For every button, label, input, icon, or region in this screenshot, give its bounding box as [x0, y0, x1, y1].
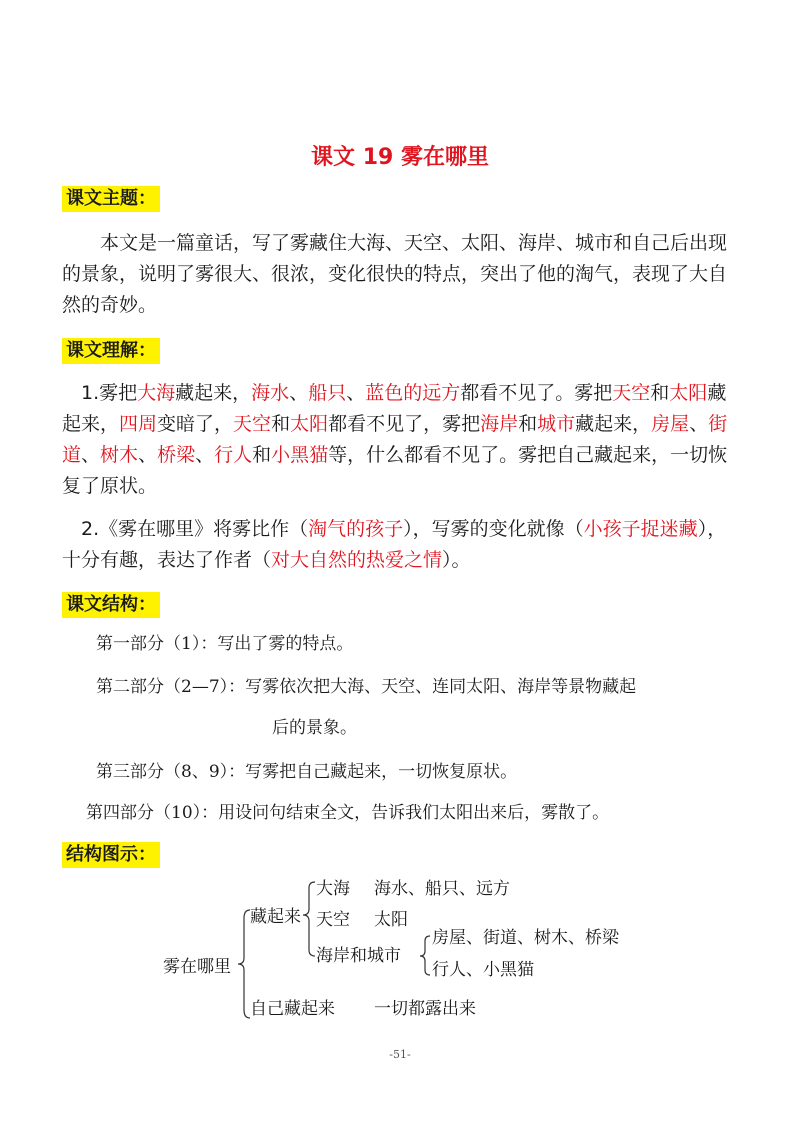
diagram-branch-hide: 藏起来: [250, 907, 301, 927]
root-bracket: [238, 910, 250, 1018]
section-heading-diagram: 结构图示：: [62, 842, 160, 868]
structure-part-4: 第四部分（10）：用设问句结束全文，告诉我们太阳出来后，雾散了。: [86, 803, 610, 823]
understanding-paragraph-2: 2.《雾在哪里》将雾比作（淘气的孩子），写雾的变化就像（小孩子捉迷藏），十分有趣，表达了作者（对大自然的热爱之情）。: [62, 518, 727, 571]
diagram-item-sea-detail: 海水、船只、远方: [374, 879, 510, 899]
page-number: -51-: [389, 1048, 411, 1061]
diagram-item-sky: 天空: [316, 910, 350, 930]
diagram-root: 雾在哪里: [163, 957, 231, 977]
page-title: 课文 19 雾在哪里: [311, 145, 489, 170]
understanding-paragraph-1: 1.雾把大海藏起来，海水、船只、蓝色的远方都看不见了。雾把天空和太阳藏起来，四周变暗了，天空和太阳都看不见了，雾把海岸和城市藏起来，房屋、街道、树木、桥梁、行人和小黑猫等，什么都看不见了。雾把自己藏起来，一切恢复了原状。: [62, 382, 728, 497]
diagram-sub-houses: 房屋、街道、树木、桥梁: [432, 928, 619, 948]
structure-part-1: 第一部分（1）：写出了雾的特点。: [96, 634, 354, 654]
section-heading-understanding: 课文理解：: [62, 338, 160, 364]
structure-part-2: 第二部分（2—7）：写雾依次把大海、天空、连同太阳、海岸等景物藏起: [96, 677, 637, 697]
sub-bracket: [420, 936, 430, 975]
branch1-bracket: [303, 882, 315, 956]
diagram-item-sky-detail: 太阳: [374, 910, 408, 930]
structure-part-2-cont: 后的景象。: [272, 718, 357, 738]
structure-part-3: 第三部分（8、9）：写雾把自己藏起来，一切恢复原状。: [96, 762, 518, 782]
diagram-item-sea: 大海: [316, 879, 350, 899]
diagram-item-coast-city: 海岸和城市: [316, 946, 401, 966]
diagram-sub-pedestrians: 行人、小黑猫: [432, 960, 534, 980]
section-heading-theme: 课文主题：: [62, 186, 160, 212]
diagram-branch-self-result: 一切都露出来: [374, 999, 476, 1019]
diagram-branch-self: 自己藏起来: [250, 999, 335, 1019]
section-heading-structure: 课文结构：: [62, 592, 160, 618]
theme-paragraph: 本文是一篇童话，写了雾藏住大海、天空、太阳、海岸、城市和自己后出现的景象，说明了雾很大、很浓，变化很快的特点，突出了他的淘气，表现了大自然的奇妙。: [62, 232, 728, 316]
